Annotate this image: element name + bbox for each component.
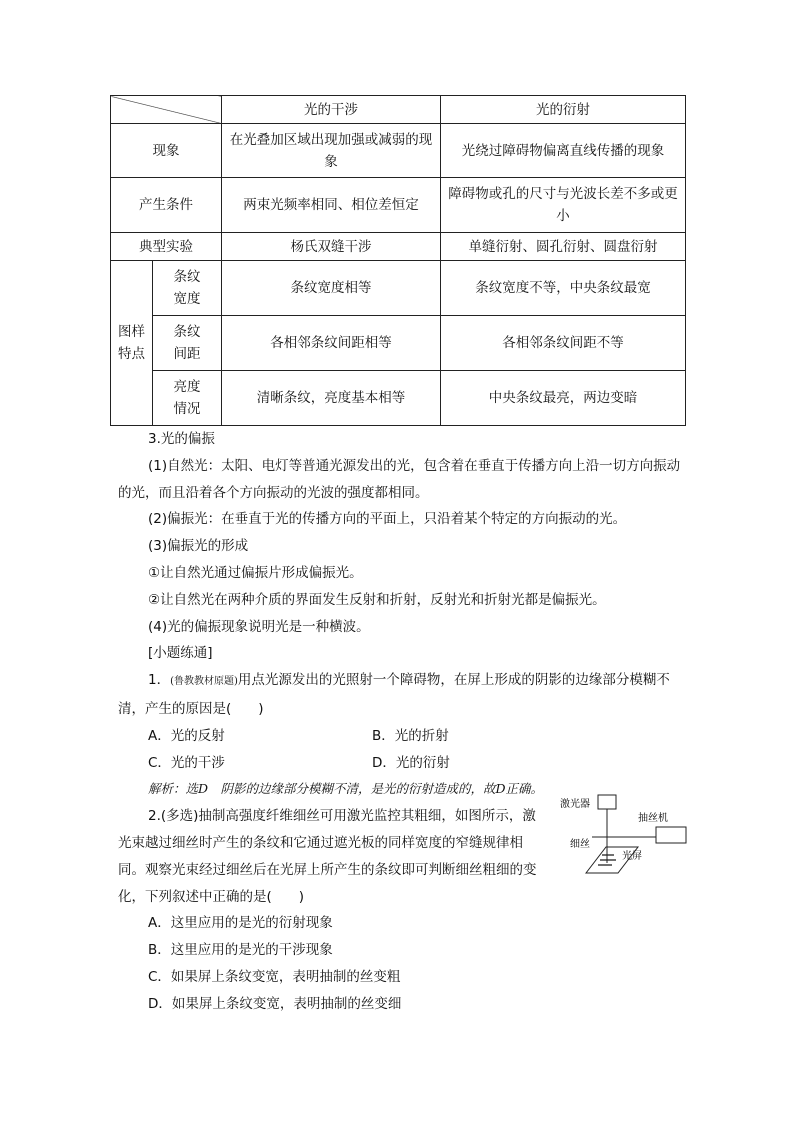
cell-interference: 杨氏双缝干涉 <box>222 233 441 261</box>
row-label: 典型实验 <box>111 233 222 261</box>
paragraph: (2)偏振光：在垂直于光的传播方向的平面上，只沿着某个特定的方向振动的光。 <box>148 511 627 528</box>
option-b: B．光的折射 <box>372 727 449 744</box>
group-label-line: 图样 <box>118 324 145 340</box>
group-label-pattern <box>111 261 153 426</box>
option-a: A．这里应用的是光的衍射现象 <box>148 915 333 932</box>
sub-label-line: 亮度 <box>173 379 201 395</box>
cell-interference: 条纹宽度相等 <box>222 261 441 316</box>
sub-row-label <box>153 371 222 426</box>
sub-label-line: 条纹 <box>173 269 201 285</box>
solution: 解析：选D 阴影的边缘部分模糊不清，是光的衍射造成的，故D正确。 <box>148 781 544 797</box>
option-c: C．如果屏上条纹变宽，表明抽制的丝变粗 <box>148 968 401 985</box>
question-2-block <box>118 799 684 910</box>
paragraph: (4)光的偏振现象说明光是一种横波。 <box>148 618 370 635</box>
body-text <box>118 426 684 1018</box>
machine-box <box>656 827 686 843</box>
section-heading: 3.光的偏振 <box>148 431 215 447</box>
screen-label: 光屏 <box>622 851 642 863</box>
cell-diffraction: 障碍物或孔的尺寸与光波长差不多或更小 <box>441 178 686 233</box>
option-c: C．光的干涉 <box>148 754 225 771</box>
sub-row-label <box>153 261 222 316</box>
sub-label-line: 间距 <box>173 346 201 362</box>
cell-diffraction: 各相邻条纹间距不等 <box>441 316 686 371</box>
option-d: D．光的衍射 <box>372 754 450 771</box>
laser-wire-diagram <box>558 793 688 893</box>
sub-label-line: 宽度 <box>173 291 201 307</box>
cell-diffraction: 条纹宽度不等，中央条纹最宽 <box>441 261 686 316</box>
cell-interference: 清晰条纹，亮度基本相等 <box>222 371 441 426</box>
sub-row-label <box>153 316 222 371</box>
row-label: 现象 <box>111 124 222 178</box>
practice-tag: [小题练通] <box>148 645 213 662</box>
option-b: B．这里应用的是光的干涉现象 <box>148 942 333 959</box>
laser-label: 激光器 <box>560 799 590 811</box>
paragraph: ①让自然光通过偏振片形成偏振光。 <box>148 564 363 581</box>
header-diffraction: 光的衍射 <box>441 96 686 124</box>
machine-label: 抽丝机 <box>638 813 668 825</box>
options-row <box>118 750 684 777</box>
wire-label: 细丝 <box>570 839 590 851</box>
sub-label-line: 条纹 <box>173 324 201 340</box>
option-a: A．光的反射 <box>148 727 225 744</box>
group-label-line: 特点 <box>118 346 145 362</box>
cell-interference: 两束光频率相同、相位差恒定 <box>222 178 441 233</box>
question-number: 1． <box>148 672 171 689</box>
laser-box <box>598 795 616 809</box>
row-label: 产生条件 <box>111 178 222 233</box>
comparison-table <box>110 95 686 426</box>
paragraph: ②让自然光在两种介质的界面发生反射和折射，反射光和折射光都是偏振光。 <box>148 591 606 608</box>
question-source: (鲁教教材原题) <box>170 676 238 688</box>
paragraph: (1)自然光：太阳、电灯等普通光源发出的光，包含着在垂直于传播方向上沿一切方向振动的光，而且沿着各个方向振动的光波的强度都相同。 <box>118 457 681 501</box>
option-d: D．如果屏上条纹变宽，表明抽制的丝变细 <box>148 995 402 1012</box>
cell-diffraction: 单缝衍射、圆孔衍射、圆盘衍射 <box>441 233 686 261</box>
question-1 <box>118 667 684 723</box>
cell-diffraction: 中央条纹最亮，两边变暗 <box>441 371 686 426</box>
sub-label-line: 情况 <box>173 401 201 417</box>
header-interference: 光的干涉 <box>222 96 441 124</box>
cell-interference: 在光叠加区域出现加强或减弱的现象 <box>222 124 441 178</box>
question-text: 用点光源发出的光照射一个障碍物，在屏上形成的阴影的边缘部分模糊不清，产生的原因是( ) <box>118 672 670 717</box>
paragraph: (3)偏振光的形成 <box>148 538 249 555</box>
cell-interference: 各相邻条纹间距相等 <box>222 316 441 371</box>
cell-diffraction: 光绕过障碍物偏离直线传播的现象 <box>441 124 686 178</box>
question-2: 2.(多选)抽制高强度纤维细丝可用激光监控其粗细，如图所示，激光束越过细丝时产生的条纹和它通过遮光板的同样宽度的窄缝规律相同。观察光束经过细丝后在光屏上所产生的条纹即可判断细丝粗细的变化，下列叙述中正确的是( ) <box>118 808 537 905</box>
diagonal-header-cell <box>111 96 222 124</box>
options-row <box>118 723 684 750</box>
